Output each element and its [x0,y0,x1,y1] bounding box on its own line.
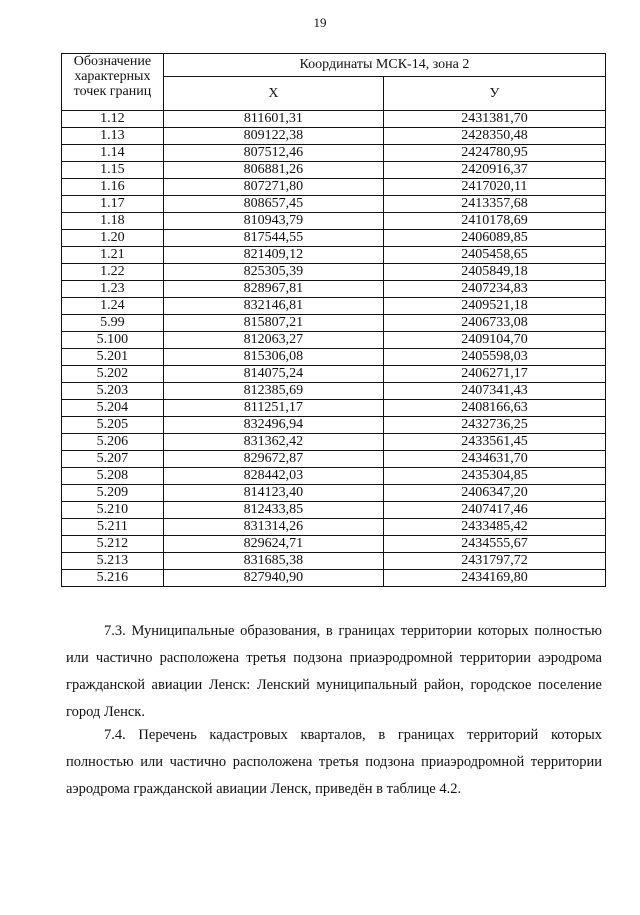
table-row [62,485,606,502]
table-row [62,468,606,485]
table-row [62,400,606,417]
x-cell: 831362,42 [163,434,383,451]
point-cell: 1.23 [62,281,164,298]
point-cell: 5.207 [62,451,164,468]
y-cell: 2409104,70 [383,332,605,349]
table-row [62,451,606,468]
header-y: У [383,77,605,111]
header-x: X [163,77,383,111]
coordinates-table [61,53,606,587]
x-cell: 812433,85 [163,502,383,519]
point-cell: 1.21 [62,247,164,264]
table-row [62,162,606,179]
table-row [62,213,606,230]
table-body [62,111,606,587]
x-cell: 832146,81 [163,298,383,315]
y-cell: 2406733,08 [383,315,605,332]
x-cell: 821409,12 [163,247,383,264]
table-row [62,536,606,553]
x-cell: 815306,08 [163,349,383,366]
x-cell: 829624,71 [163,536,383,553]
table-row [62,145,606,162]
x-cell: 829672,87 [163,451,383,468]
y-cell: 2405849,18 [383,264,605,281]
table-row [62,196,606,213]
table-row [62,570,606,587]
point-cell: 5.100 [62,332,164,349]
y-cell: 2410178,69 [383,213,605,230]
point-cell: 1.22 [62,264,164,281]
header-point-designation: Обозначение характерных точек границ [62,54,164,111]
table-row [62,281,606,298]
y-cell: 2433561,45 [383,434,605,451]
point-cell: 1.17 [62,196,164,213]
x-cell: 810943,79 [163,213,383,230]
x-cell: 806881,26 [163,162,383,179]
table-row [62,315,606,332]
point-cell: 1.18 [62,213,164,230]
point-cell: 5.204 [62,400,164,417]
point-cell: 1.15 [62,162,164,179]
table-row [62,264,606,281]
x-cell: 809122,38 [163,128,383,145]
point-cell: 1.12 [62,111,164,128]
x-cell: 808657,45 [163,196,383,213]
x-cell: 807512,46 [163,145,383,162]
point-cell: 5.208 [62,468,164,485]
table-row [62,230,606,247]
point-cell: 5.209 [62,485,164,502]
x-cell: 827940,90 [163,570,383,587]
y-cell: 2435304,85 [383,468,605,485]
point-cell: 5.212 [62,536,164,553]
y-cell: 2432736,25 [383,417,605,434]
table-row [62,247,606,264]
x-cell: 828967,81 [163,281,383,298]
y-cell: 2420916,37 [383,162,605,179]
y-cell: 2431381,70 [383,111,605,128]
x-cell: 812063,27 [163,332,383,349]
y-cell: 2405458,65 [383,247,605,264]
table-row [62,502,606,519]
x-cell: 828442,03 [163,468,383,485]
y-cell: 2407341,43 [383,383,605,400]
paragraph-text: 7.3. Муниципальные образования, в границах территории которых полностью или частично расположена третья подзона приаэродромной территории аэродрома гражданской авиации Ленск: Ленский муниципальный район, городское поселение город Ленск. [66,623,602,720]
header-coordinate-system: Координаты МСК-14, зона 2 [163,54,605,77]
y-cell: 2434631,70 [383,451,605,468]
y-cell: 2431797,72 [383,553,605,570]
point-cell: 5.201 [62,349,164,366]
x-cell: 825305,39 [163,264,383,281]
y-cell: 2407234,83 [383,281,605,298]
table-row [62,128,606,145]
point-cell: 5.202 [62,366,164,383]
table-row [62,298,606,315]
point-cell: 5.203 [62,383,164,400]
x-cell: 811251,17 [163,400,383,417]
table-row [62,332,606,349]
table-header-row [62,54,606,77]
page-number: 19 [313,15,327,30]
y-cell: 2406347,20 [383,485,605,502]
y-cell: 2434555,67 [383,536,605,553]
point-cell: 5.210 [62,502,164,519]
table-row [62,383,606,400]
point-cell: 1.20 [62,230,164,247]
y-cell: 2417020,11 [383,179,605,196]
y-cell: 2424780,95 [383,145,605,162]
point-cell: 1.24 [62,298,164,315]
y-cell: 2407417,46 [383,502,605,519]
x-cell: 812385,69 [163,383,383,400]
y-cell: 2408166,63 [383,400,605,417]
paragraph-text: 7.4. Перечень кадастровых кварталов, в границах территорий которых полностью или частично расположена третья подзона приаэродромной территории аэродрома гражданской авиации Ленск, приведён в таблице 4.2. [66,727,602,797]
y-cell: 2409521,18 [383,298,605,315]
x-cell: 831314,26 [163,519,383,536]
point-cell: 5.213 [62,553,164,570]
x-cell: 811601,31 [163,111,383,128]
table-row [62,179,606,196]
point-cell: 5.99 [62,315,164,332]
table-row [62,417,606,434]
x-cell: 831685,38 [163,553,383,570]
x-cell: 814123,40 [163,485,383,502]
y-cell: 2406089,85 [383,230,605,247]
point-cell: 5.211 [62,519,164,536]
table-row [62,111,606,128]
y-cell: 2413357,68 [383,196,605,213]
point-cell: 1.14 [62,145,164,162]
y-cell: 2406271,17 [383,366,605,383]
x-cell: 807271,80 [163,179,383,196]
table-row [62,434,606,451]
paragraph-7-4 [66,722,602,803]
x-cell: 815807,21 [163,315,383,332]
x-cell: 832496,94 [163,417,383,434]
table-row [62,519,606,536]
point-cell: 5.216 [62,570,164,587]
x-cell: 817544,55 [163,230,383,247]
point-cell: 1.13 [62,128,164,145]
table-row [62,366,606,383]
x-cell: 814075,24 [163,366,383,383]
y-cell: 2428350,48 [383,128,605,145]
y-cell: 2434169,80 [383,570,605,587]
y-cell: 2405598,03 [383,349,605,366]
paragraph-7-3 [66,618,602,726]
table-row [62,349,606,366]
point-cell: 5.205 [62,417,164,434]
y-cell: 2433485,42 [383,519,605,536]
table-row [62,553,606,570]
point-cell: 5.206 [62,434,164,451]
point-cell: 1.16 [62,179,164,196]
